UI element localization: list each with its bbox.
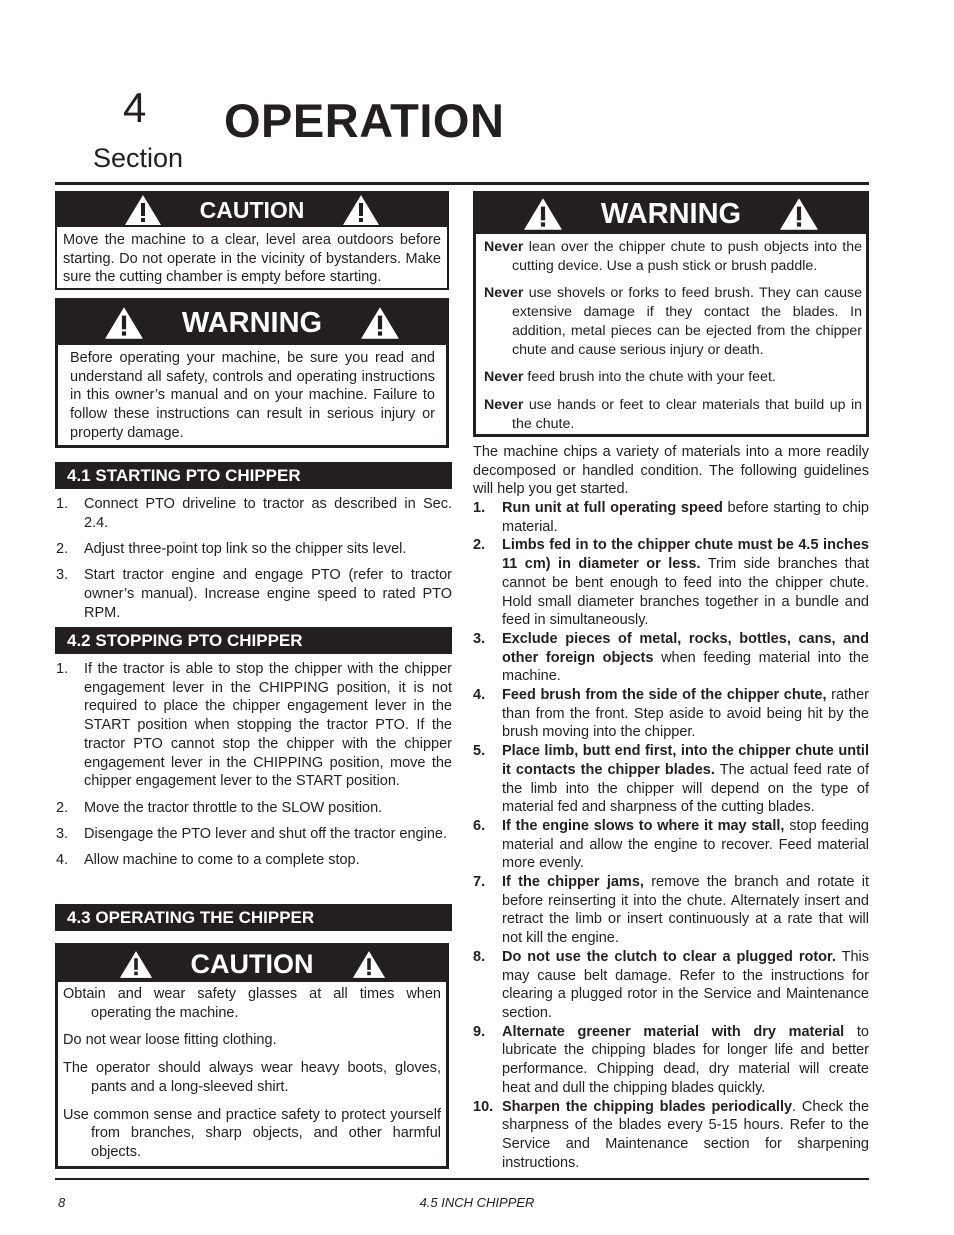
caution-header [58, 946, 446, 982]
warning-text: Before operating your machine, be sure you read and understand all safety, controls and operating instructions in this owner’s manual and on your machine. Failure to follow these instructions can result in serious injury or property damage. [70, 350, 435, 441]
stopping-steps-list [55, 660, 452, 877]
warning-triangle-icon [779, 197, 819, 231]
page-number: 8 [58, 1195, 66, 1210]
section-heading-4-1: 4.1 STARTING PTO CHIPPER [55, 462, 452, 489]
section-heading-4-2: 4.2 STOPPING PTO CHIPPER [55, 627, 452, 654]
warning-triangle-icon [523, 197, 563, 231]
caution-box-2 [55, 943, 449, 1169]
warning-paragraph: Never lean over the chipper chute to push objects into the cutting device. Use a push stick or brush paddle. [484, 239, 862, 274]
header-rule [55, 182, 869, 185]
warning-header [58, 301, 446, 345]
list-item: 2. Adjust three-point top link so the chipper sits level. [56, 541, 407, 557]
warning-header [476, 194, 866, 234]
list-item: 4. Allow machine to come to a complete stop. [56, 852, 360, 869]
caution-paragraph: Do not wear loose fitting clothing. [63, 1032, 277, 1049]
footer-title: 4.5 INCH CHIPPER [419, 1195, 535, 1210]
footer-rule [55, 1178, 869, 1180]
warning-triangle-icon [352, 950, 386, 979]
warning-paragraph: Never feed brush into the chute with your feet. [484, 369, 776, 386]
warning-triangle-icon [342, 194, 380, 226]
section-number: 4 [123, 84, 147, 131]
list-item: 3. Exclude pieces of metal, rocks, bottles, cans, and other foreign objects when feeding material into the machine. [473, 630, 869, 685]
list-item: 8. Do not use the clutch to clear a plugged rotor. This may cause belt damage. Refer to the instructions for clearing a plugged rotor in the Service and Maintenance section. [473, 948, 869, 1021]
warning-triangle-icon [119, 950, 153, 979]
page-title: OPERATION [224, 94, 505, 147]
caution-text: Move the machine to a clear, level area outdoors before starting. Do not operate in the vicinity of bystanders. Make sure the cutting chamber is empty before starting. [63, 232, 441, 286]
caution-paragraph: Obtain and wear safety glasses at all times when operating the machine. [63, 986, 441, 1021]
list-item: 1. Connect PTO driveline to tractor as described in Sec. 2.4. [56, 496, 452, 531]
warning-box-1 [55, 298, 449, 448]
list-item: 3. Disengage the PTO lever and shut off the tractor engine. [56, 825, 447, 842]
section-label: Section [93, 143, 184, 173]
caution-paragraph: Use common sense and practice safety to protect yourself from branches, sharp objects, and other harmful objects. [63, 1106, 441, 1160]
list-item: 10. Sharpen the chipping blades periodically. Check the sharpness of the blades every 5-15 hours. Refer to the Service and Maintenance section for sharpening instructions. [473, 1098, 870, 1171]
list-item: 4. Feed brush from the side of the chipper chute, rather than from the front. Step aside to avoid being hit by the brush moving into the chipper. [473, 687, 869, 741]
guidelines-list [473, 499, 869, 1172]
intro-paragraph: The machine chips a variety of materials into a more readily decomposed or handled condition. The following guidelines will help you get started. [473, 444, 869, 498]
caution-label: CAUTION [199, 196, 305, 223]
warning-label: WARNING [181, 306, 323, 339]
caution-paragraph: The operator should always wear heavy boots, gloves, pants and a long-sleeved shirt. [63, 1060, 441, 1095]
caution-box-1 [55, 191, 449, 290]
list-item: 1. Run unit at full operating speed before starting to chip material. [473, 500, 869, 535]
warning-paragraph: Never use hands or feet to clear materials that build up in the chute. [484, 396, 862, 432]
list-item: 9. Alternate greener material with dry material to lubricate the chipping blades for longer life and better performance. Chipping dead, dry material will create heat and dull the chipping blades quickly. [473, 1023, 869, 1096]
list-item: 2. Limbs fed in to the chipper chute must be 4.5 inches 11 cm) in diameter or less. Trim side branches that cannot be bent enough to feed into the chipper chute. Hold small diameter branches together in a bundle and feed in simultaneously. [473, 537, 869, 629]
caution-label: CAUTION [190, 948, 314, 979]
warning-text [476, 234, 866, 433]
list-item: 7. If the chipper jams, remove the branch and rotate it before reinserting it into the chute. Alternately insert and retract the limb or insert continuously at a rate that will not kill the engine. [473, 874, 869, 947]
section-heading-4-3: 4.3 OPERATING THE CHIPPER [55, 904, 452, 931]
list-item: 3. Start tractor engine and engage PTO (refer to tractor owner’s manual). Increase engine speed to rated PTO RPM. [56, 567, 452, 621]
warning-label: WARNING [600, 197, 742, 230]
list-item: 1. If the tractor is able to stop the chipper with the chipper engagement lever in the CHIPPING position, it is not required to place the chipper engagement lever in the START position when stopping the tractor PTO. If the tractor PTO cannot stop the chipper with the chipper engagement lever in the CHIPPING position, move the chipper engagement lever to the START position. [56, 661, 452, 790]
warning-triangle-icon [360, 306, 400, 340]
caution-text [58, 982, 446, 1162]
warning-box-2 [473, 191, 869, 437]
warning-triangle-icon [104, 306, 144, 340]
starting-steps-list [55, 495, 452, 630]
warning-paragraph: Never use shovels or forks to feed brush. They can cause extensive damage if they contact the blades. In addition, metal pieces can be ejected from the chipper chute and cause serious injury or death. [484, 285, 862, 358]
list-item: 6. If the engine slows to where it may stall, stop feeding material and allow the engine to recover. Feed material more evenly. [473, 817, 869, 872]
caution-header [57, 193, 447, 227]
warning-triangle-icon [124, 194, 162, 226]
list-item: 5. Place limb, butt end first, into the chipper chute until it contacts the chipper blades. The actual feed rate of the limb into the chipper will depend on the type of material fed and sharpness of the cutting blades. [473, 743, 870, 816]
list-item: 2. Move the tractor throttle to the SLOW position. [56, 799, 383, 816]
